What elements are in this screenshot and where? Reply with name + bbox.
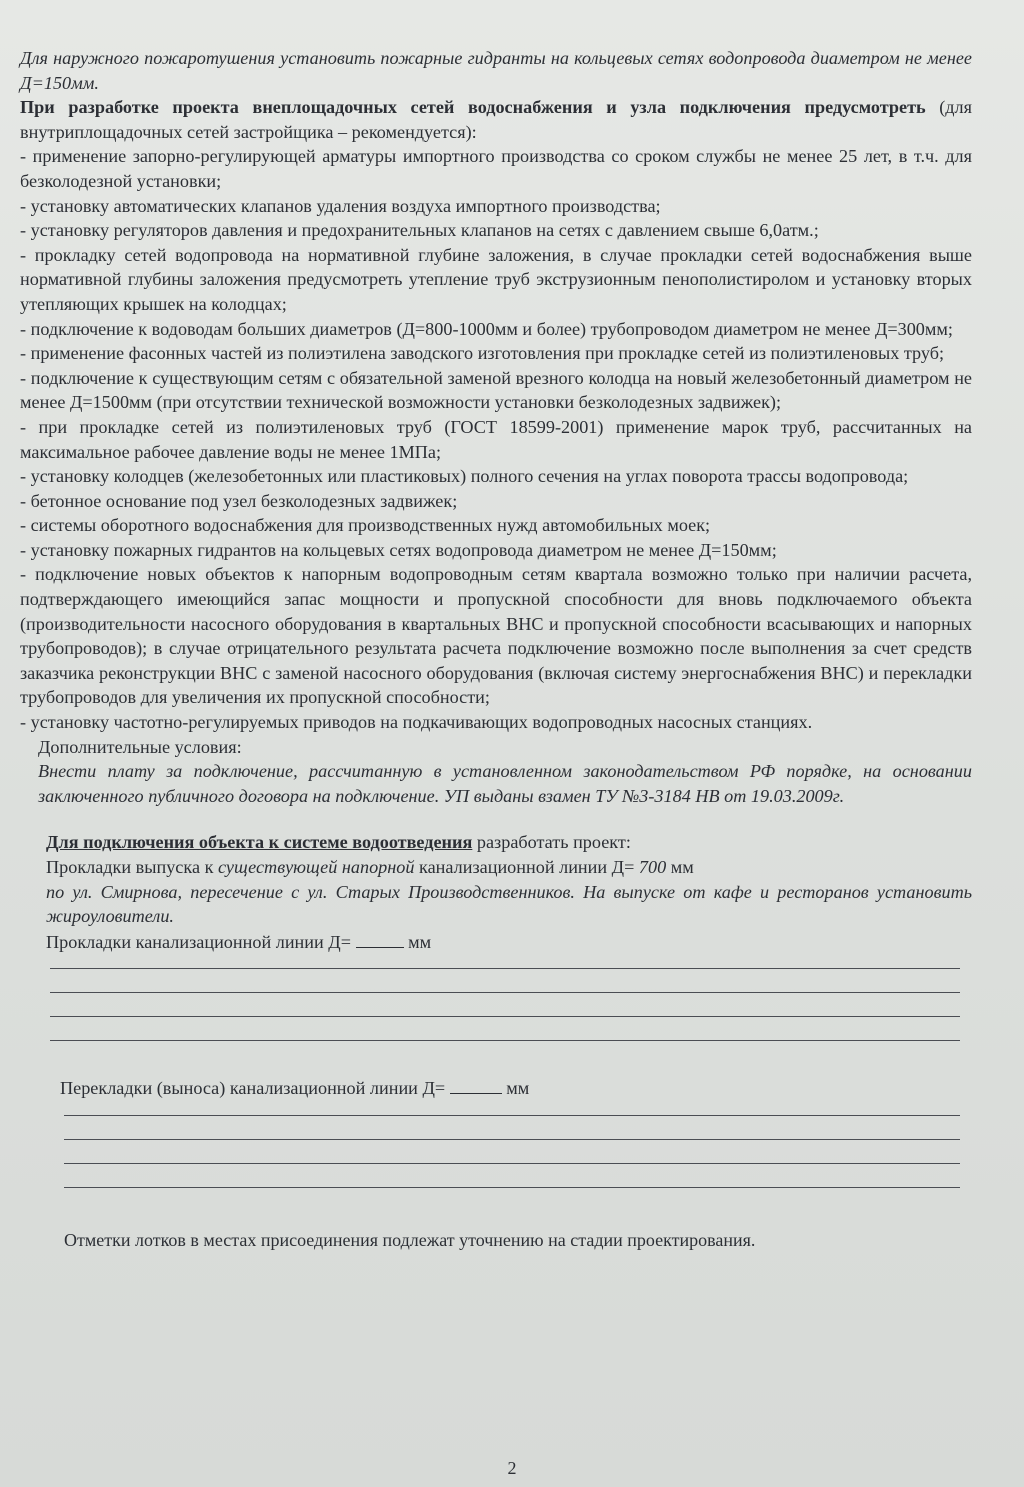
list-item: - применение фасонных частей из полиэтилена заводского изготовления при прокладке сетей из полиэтиленовых труб; [20,343,945,364]
list-item: - установку регуляторов давления и предохранительных клапанов на сетях с давлением свыше 6,0атм.; [20,220,819,241]
list-item: - применение запорно-регулирующей арматуры импортного производства со сроком службы не менее 25 лет, в т.ч. для безколодезной установки; [20,146,972,191]
sewer-title-rest: разработать проект: [472,832,631,853]
list-item: - подключение к водоводам больших диаметров (Д=800-1000мм и более) трубопроводом диаметром не менее Д=300мм; [20,318,953,339]
outlet-prefix: Прокладки выпуска к [46,857,218,877]
lead-rest-text: (для внутриплощадочных сетей застройщика – рекомендуется): [20,97,972,142]
sewer-title [46,830,972,855]
list-item: - системы оборотного водоснабжения для производственных нужд автомобильных моек; [20,515,711,536]
additional-conditions-text: Внести плату за подключение, рассчитанную в установленном законодательством РФ порядке, на основании заключенного публичного договора на подключение. УП выданы взамен ТУ №3-3184 НВ от 19.03.2009г. [38,761,972,806]
laying-label: Прокладки канализационной линии Д= [46,931,351,952]
list-item: - установку пожарных гидрантов на кольцевых сетях водопровода диаметром не менее Д=150мм; [20,539,777,560]
lead-bold-text: При разработке проекта внеплощадочных сетей водоснабжения и узла подключения предусмотреть [20,97,926,118]
relay-unit: мм [506,1078,530,1099]
relay-label: Перекладки (выноса) канализационной линии Д= [60,1078,446,1099]
tray-marks-note: Отметки лотков в местах присоединения подлежат уточнению на стадии проектирования. [64,1229,756,1250]
list-item: - установку автоматических клапанов удаления воздуха импортного производства; [20,195,661,216]
outlet-line [46,855,972,880]
list-item: - подключение к существующим сетям с обязательной заменой врезного колодца на новый железобетонный диаметром не менее Д=1500мм (при отсутствии технической возможности установки безколодезных задвижек); [20,367,972,413]
list-item: - подключение новых объектов к напорным водопроводным сетям квартала возможно только при наличии расчета, подтверждающего имеющийся запас мощности и пропускной способности для вновь подключаемого объекта (производительности насосного оборудования в квартальных ВНС и пропускной способности всасывающих и напорных трубопроводов); в случае отрицательного результата расчета подключение возможно после выполнения за счет средств заказчика реконструкции ВНС с заменой насосного оборудования (включая систему энергоснабжения ВНС) и перекладки трубопроводов для увеличения их пропускной способности; [20,564,972,708]
list-item: - установку колодцев (железобетонных или пластиковых) полного сечения на углах поворота трассы водопровода; [20,466,909,487]
list-item: - бетонное основание под узел безколодезных задвижек; [20,490,458,511]
outlet-italic: существующей напорной [217,857,415,877]
list-item: - при прокладке сетей из полиэтиленовых труб (ГОСТ 18599-2001) применение марок труб, рассчитанных на максимальное рабочее давление воды не менее 1МПа; [20,416,972,462]
laying-line [46,929,972,955]
relay-diameter-blank [450,1075,502,1094]
outlet-location: по ул. Смирнова, пересечение с ул. Старых Производственников. На выпуске от кафе и ресторанов установить жироуловители. [46,881,972,927]
laying-diameter-blank [356,929,404,948]
outlet-suffix: канализационной линии Д= [414,857,639,877]
sewer-section [20,830,972,954]
laying-blank-lines [20,968,972,1041]
fire-hydrant-note: Для наружного пожаротушения установить пожарные гидранты на кольцевых сетях водопровода диаметром не менее Д=150мм. [20,48,972,93]
water-supply-requirements-lead [20,95,972,144]
laying-unit: мм [408,931,432,952]
relay-line [20,1075,972,1101]
relay-blank-lines [20,1115,972,1188]
additional-conditions-heading: Дополнительные условия: [38,736,242,757]
list-item: - установку частотно-регулируемых приводов на подкачивающих водопроводных насосных станциях. [20,712,813,733]
list-item: - прокладку сетей водопровода на нормативной глубине заложения, в случае прокладки сетей водоснабжения выше нормативной глубины заложения предусмотреть утепление труб экструзионным пенополистиролом и установку вторых утепляющих крышек на колодцах; [20,244,972,314]
sewer-title-underlined: Для подключения объекта к системе водоотведения [46,832,473,853]
outlet-unit: мм [666,857,694,877]
requirements-list [20,144,972,734]
page-number: 2 [507,1458,517,1478]
outlet-diameter: 700 [638,857,667,877]
